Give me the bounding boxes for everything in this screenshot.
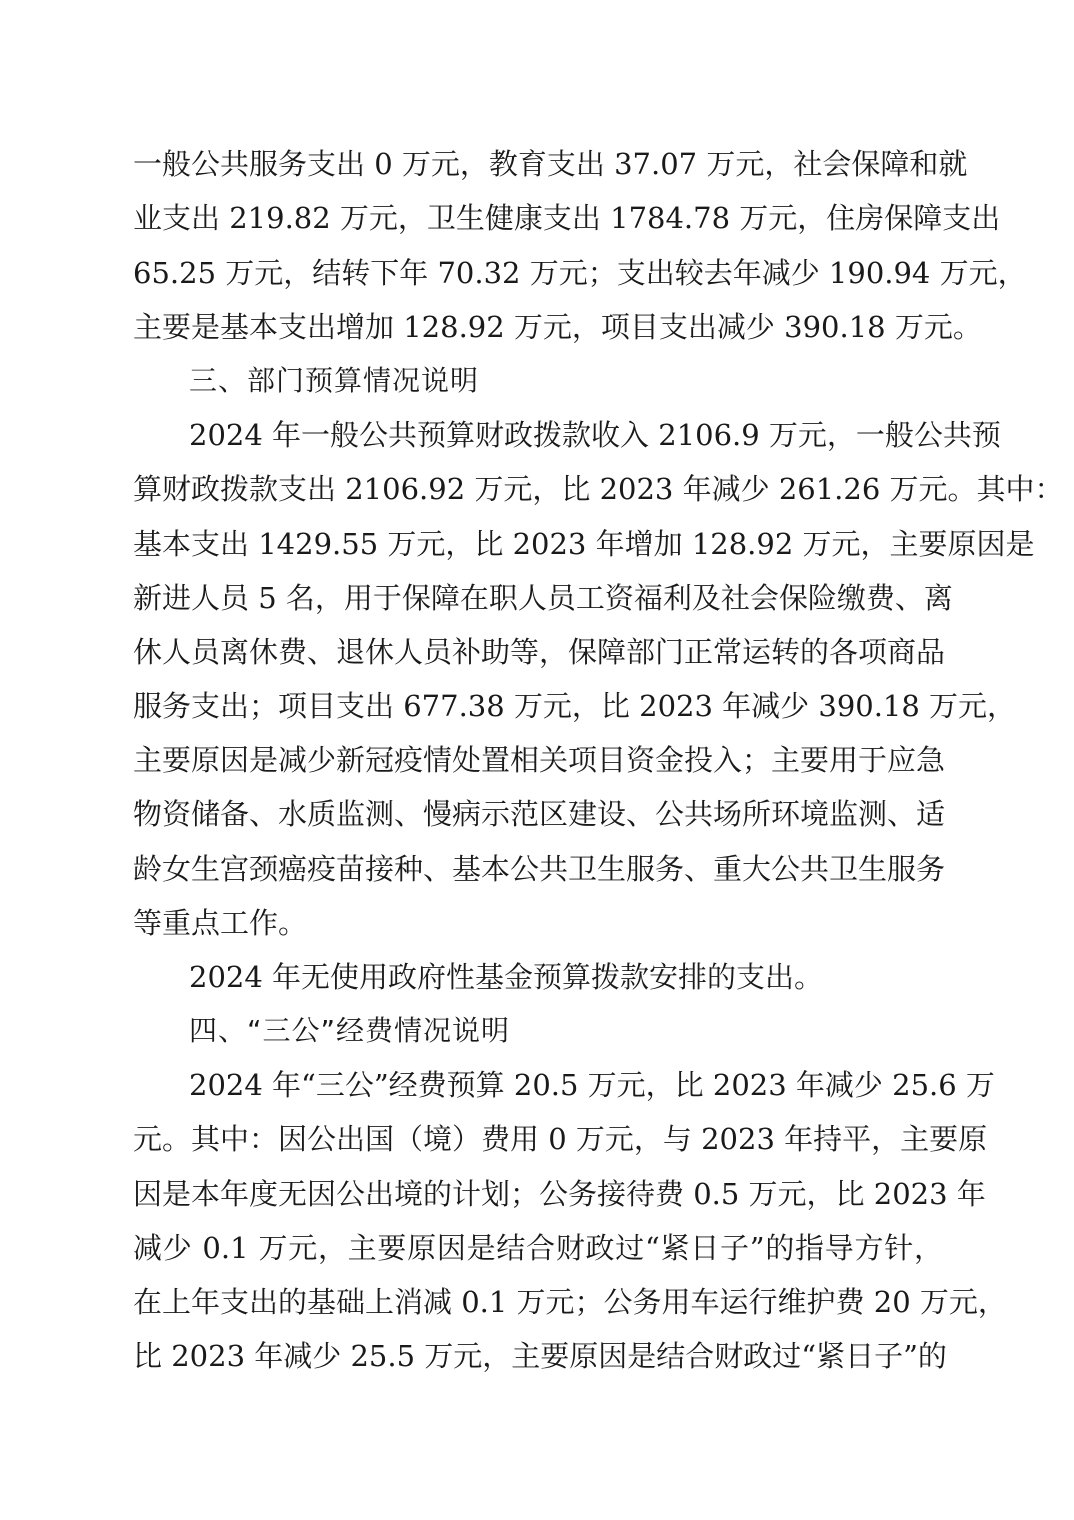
text-line: 元。其中：因公出国（境）费用 0 万元，与 2023 年持平，主要原: [133, 1122, 988, 1156]
text-line: 龄女生宫颈癌疫苗接种、基本公共卫生服务、重大公共卫生服务: [133, 852, 946, 886]
section-heading-3: 三、部门预算情况说明: [189, 364, 480, 397]
text-line: 业支出 219.82 万元，卫生健康支出 1784.78 万元，住房保障支出: [133, 201, 1001, 235]
text-line: 65.25 万元，结转下年 70.32 万元；支出较去年减少 190.94 万元，: [133, 256, 1027, 290]
text-line: 2024 年无使用政府性基金预算拨款安排的支出。: [189, 960, 824, 994]
text-line: 物资储备、水质监测、慢病示范区建设、公共场所环境监测、适: [133, 797, 946, 831]
text-line: 新进人员 5 名，用于保障在职人员工资福利及社会保险缴费、离: [133, 581, 953, 615]
text-line: 等重点工作。: [133, 906, 308, 940]
text-line: 服务支出；项目支出 677.38 万元，比 2023 年减少 390.18 万元，: [133, 689, 1017, 723]
text-line: 基本支出 1429.55 万元，比 2023 年增加 128.92 万元，主要原因是: [133, 527, 1035, 561]
section-heading-4: 四、“三公”经费情况说明: [189, 1014, 511, 1047]
text-line: 2024 年一般公共预算财政拨款收入 2106.9 万元，一般公共预: [189, 418, 1001, 452]
text-line: 因是本年度无因公出境的计划；公务接待费 0.5 万元，比 2023 年: [133, 1177, 986, 1211]
text-line: 减少 0.1 万元，主要原因是结合财政过“紧日子”的指导方针，: [133, 1231, 943, 1265]
text-line: 算财政拨款支出 2106.92 万元，比 2023 年减少 261.26 万元。其中：: [133, 472, 1064, 506]
text-line: 比 2023 年减少 25.5 万元，主要原因是结合财政过“紧日子”的: [133, 1339, 947, 1373]
text-line: 主要是基本支出增加 128.92 万元，项目支出减少 390.18 万元。: [133, 310, 982, 344]
text-line: 一般公共服务支出 0 万元，教育支出 37.07 万元，社会保障和就: [133, 147, 968, 181]
text-line: 休人员离休费、退休人员补助等，保障部门正常运转的各项商品: [133, 635, 946, 669]
text-line: 主要原因是减少新冠疫情处置相关项目资金投入；主要用于应急: [133, 743, 946, 777]
text-line: 2024 年“三公”经费预算 20.5 万元，比 2023 年减少 25.6 万: [189, 1068, 995, 1102]
text-line: 在上年支出的基础上消减 0.1 万元；公务用车运行维护费 20 万元，: [133, 1285, 1007, 1319]
